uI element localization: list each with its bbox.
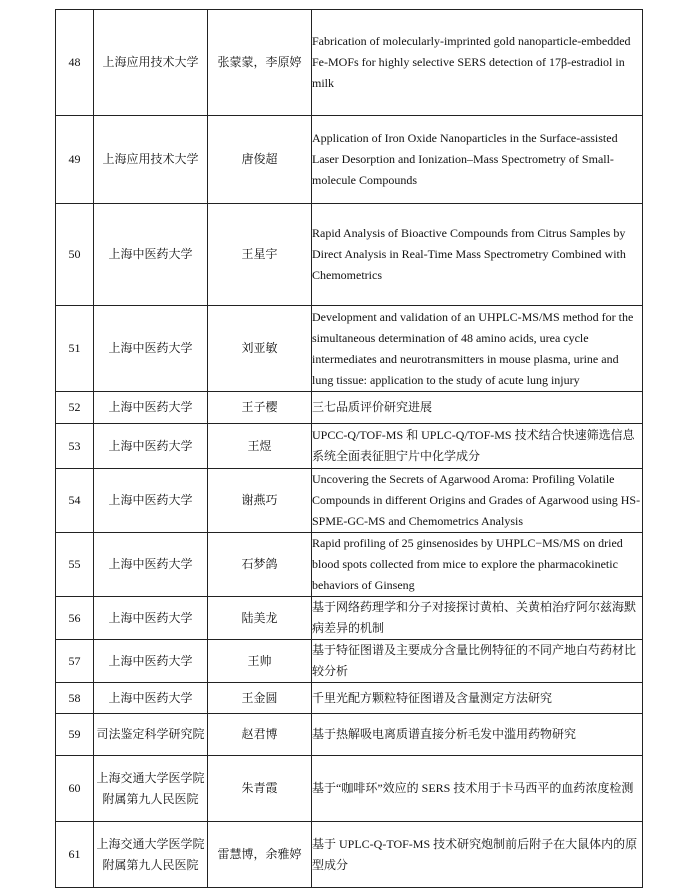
table-row <box>56 306 643 392</box>
table-row <box>56 640 643 683</box>
authors: 唐俊超 <box>208 116 312 204</box>
authors: 王星宇 <box>208 204 312 306</box>
row-number: 55 <box>56 533 94 597</box>
table-row <box>56 756 643 822</box>
row-number: 60 <box>56 756 94 822</box>
paper-title: 三七品质评价研究进展 <box>312 392 643 424</box>
row-number: 51 <box>56 306 94 392</box>
institution: 上海中医药大学 <box>94 640 208 683</box>
row-number: 58 <box>56 683 94 714</box>
paper-title: Application of Iron Oxide Nanoparticles in the Surface-assisted Laser Desorption and Ionization–Mass Spectrometry of Small-molecule Compounds <box>312 116 643 204</box>
authors: 石梦鸽 <box>208 533 312 597</box>
institution: 上海中医药大学 <box>94 392 208 424</box>
paper-title: 千里光配方颗粒特征图谱及含量测定方法研究 <box>312 683 643 714</box>
table-row <box>56 424 643 469</box>
institution: 上海中医药大学 <box>94 204 208 306</box>
authors: 朱青霞 <box>208 756 312 822</box>
row-number: 49 <box>56 116 94 204</box>
paper-title: 基于特征图谱及主要成分含量比例特征的不同产地白芍药材比较分析 <box>312 640 643 683</box>
row-number: 57 <box>56 640 94 683</box>
row-number: 56 <box>56 597 94 640</box>
authors: 王煜 <box>208 424 312 469</box>
authors: 王帅 <box>208 640 312 683</box>
row-number: 59 <box>56 714 94 756</box>
institution: 上海中医药大学 <box>94 533 208 597</box>
paper-title: UPCC-Q/TOF-MS 和 UPLC-Q/TOF-MS 技术结合快速筛选信息系统全面表征胆宁片中化学成分 <box>312 424 643 469</box>
table-row <box>56 714 643 756</box>
authors: 谢燕巧 <box>208 469 312 533</box>
paper-title: Fabrication of molecularly-imprinted gold nanoparticle-embedded Fe-MOFs for highly selective SERS detection of 17β-estradiol in milk <box>312 10 643 116</box>
institution: 上海中医药大学 <box>94 683 208 714</box>
row-number: 61 <box>56 822 94 888</box>
row-number: 54 <box>56 469 94 533</box>
authors: 王子樱 <box>208 392 312 424</box>
paper-title: 基于网络药理学和分子对接探讨黄柏、关黄柏治疗阿尔兹海默病差异的机制 <box>312 597 643 640</box>
authors: 陆美龙 <box>208 597 312 640</box>
paper-title: Rapid Analysis of Bioactive Compounds from Citrus Samples by Direct Analysis in Real-Time Mass Spectrometry Combined with Chemometrics <box>312 204 643 306</box>
institution: 上海中医药大学 <box>94 597 208 640</box>
table-row <box>56 392 643 424</box>
authors: 刘亚敏 <box>208 306 312 392</box>
institution: 上海中医药大学 <box>94 469 208 533</box>
paper-title: Rapid profiling of 25 ginsenosides by UHPLC−MS/MS on dried blood spots collected from mice to explore the pharmacokinetic behaviors of Ginseng <box>312 533 643 597</box>
row-number: 48 <box>56 10 94 116</box>
table-row <box>56 683 643 714</box>
paper-title: Development and validation of an UHPLC-MS/MS method for the simultaneous determination of 48 amino acids, urea cycle intermediates and neurotransmitters in mouse plasma, urine and lung tissue: application to the study of acute lung injury <box>312 306 643 392</box>
results-table <box>55 9 643 888</box>
authors: 雷慧博，余雅婷 <box>208 822 312 888</box>
paper-title: 基于 UPLC-Q-TOF-MS 技术研究炮制前后附子在大鼠体内的原型成分 <box>312 822 643 888</box>
institution: 司法鉴定科学研究院 <box>94 714 208 756</box>
table-body <box>56 10 643 888</box>
authors: 赵君博 <box>208 714 312 756</box>
row-number: 50 <box>56 204 94 306</box>
paper-title: Uncovering the Secrets of Agarwood Aroma: Profiling Volatile Compounds in different Origins and Grades of Agarwood using HS-SPME-GC-MS and Chemometrics Analysis <box>312 469 643 533</box>
table-row <box>56 822 643 888</box>
table-row <box>56 469 643 533</box>
institution: 上海中医药大学 <box>94 424 208 469</box>
table-row <box>56 533 643 597</box>
institution: 上海交通大学医学院附属第九人民医院 <box>94 822 208 888</box>
table-row <box>56 116 643 204</box>
institution: 上海应用技术大学 <box>94 116 208 204</box>
row-number: 52 <box>56 392 94 424</box>
paper-title: 基于“咖啡环”效应的 SERS 技术用于卡马西平的血药浓度检测 <box>312 756 643 822</box>
institution: 上海中医药大学 <box>94 306 208 392</box>
paper-title: 基于热解吸电离质谱直接分析毛发中滥用药物研究 <box>312 714 643 756</box>
table-row <box>56 10 643 116</box>
table-row <box>56 597 643 640</box>
authors: 王金圆 <box>208 683 312 714</box>
authors: 张蒙蒙，李原婷 <box>208 10 312 116</box>
table-row <box>56 204 643 306</box>
row-number: 53 <box>56 424 94 469</box>
institution: 上海应用技术大学 <box>94 10 208 116</box>
institution: 上海交通大学医学院附属第九人民医院 <box>94 756 208 822</box>
